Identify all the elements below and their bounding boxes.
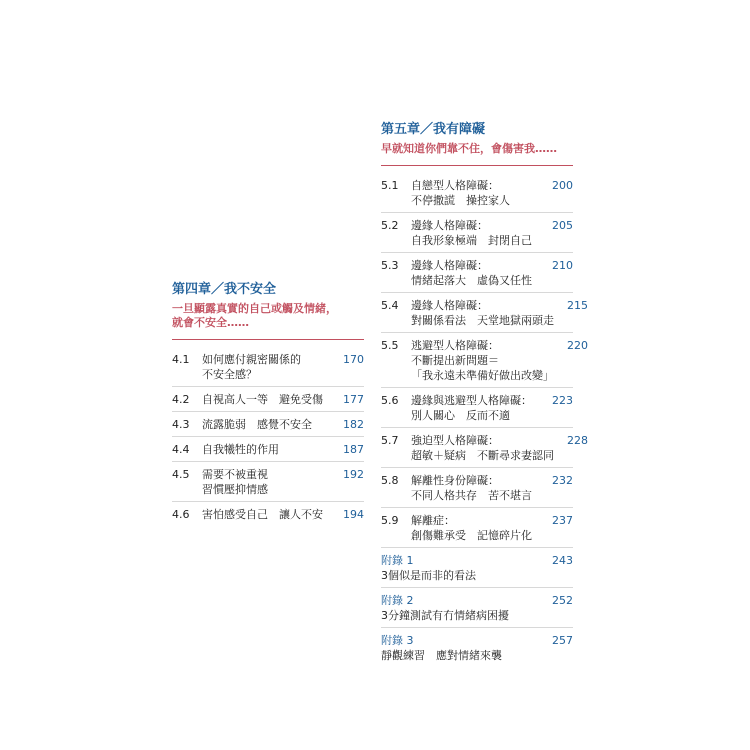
toc-entry-page: 182 (343, 418, 364, 431)
toc-entry-title (411, 258, 539, 288)
chapter-4-toc (172, 282, 364, 522)
toc-entry-page: 210 (552, 259, 573, 272)
toc-entry-number: 4.5 (172, 468, 190, 481)
toc-entry-title (202, 352, 330, 382)
chapter-5-subtitle-line: 早就知道你們靠不住，會傷害我…… (381, 142, 557, 155)
appendix-header (381, 553, 573, 568)
toc-entry-number: 5.4 (381, 299, 399, 312)
appendix-header (381, 633, 573, 648)
toc-entry-page: 187 (343, 443, 364, 456)
toc-entry-title-line: 邊緣人格障礙： (411, 219, 488, 232)
appendix-entry[interactable] (381, 593, 573, 623)
toc-entry-page: 205 (552, 219, 573, 232)
toc-entry[interactable] (381, 178, 573, 208)
toc-entry-title (411, 338, 554, 383)
toc-entry-title-line: 情緒起落大 虛偽又任性 (411, 274, 532, 287)
toc-entry-title (411, 473, 539, 503)
chapter-5-subtitle (381, 142, 573, 156)
toc-entry-title (202, 392, 330, 407)
toc-entry-number: 5.6 (381, 394, 399, 407)
toc-entry-page: 232 (552, 474, 573, 487)
toc-entry[interactable] (381, 433, 588, 463)
toc-entry[interactable] (381, 393, 573, 423)
toc-entry-page: 192 (343, 468, 364, 481)
appendix-label: 附錄 3 (381, 634, 414, 647)
toc-entry-title-line: 自視高人一等 避免受傷 (202, 393, 323, 406)
toc-entry[interactable] (172, 352, 364, 382)
toc-entry[interactable] (381, 218, 573, 248)
toc-entry-title (202, 507, 330, 522)
toc-entry-number: 4.1 (172, 353, 190, 366)
toc-entry-title-line: 邊緣人格障礙： (411, 259, 488, 272)
toc-entry-title-line: 習慣壓抑情感 (202, 483, 268, 496)
toc-entry-title-line: 不安全感？ (202, 368, 257, 381)
entry-divider (381, 212, 573, 213)
toc-entry-title-line: 邊緣與逃避型人格障礙： (411, 394, 532, 407)
toc-entry-number: 5.9 (381, 514, 399, 527)
toc-entry-number: 5.3 (381, 259, 399, 272)
appendix-header (381, 593, 573, 608)
chapter-4-subtitle-line: 一旦顯露真實的自己或觸及情緒， (172, 302, 337, 315)
entry-divider (381, 387, 573, 388)
entry-divider (172, 386, 364, 387)
toc-entry[interactable] (172, 392, 364, 407)
entry-divider (172, 501, 364, 502)
toc-entry-page: 194 (343, 508, 364, 521)
toc-entry[interactable] (381, 338, 588, 383)
entry-divider (381, 252, 573, 253)
appendix-page: 252 (552, 594, 573, 607)
chapter-5-toc (381, 122, 588, 663)
appendix-entry[interactable] (381, 553, 573, 583)
entry-divider (381, 467, 573, 468)
appendix-title: 3個似是而非的看法 (381, 569, 476, 582)
entry-divider (381, 547, 573, 548)
toc-entry-title-line: 自戀型人格障礙： (411, 179, 499, 192)
entry-divider (381, 427, 573, 428)
toc-entry-title-line: 需要不被重視 (202, 468, 268, 481)
chapter-4-subtitle-line: 就會不安全…… (172, 316, 249, 329)
toc-entry-title-line: 超敏＋疑病 不斷尋求妻認同 (411, 449, 554, 462)
toc-entry[interactable] (172, 442, 364, 457)
toc-entry-title-line: 解離性身份障礙： (411, 474, 499, 487)
toc-entry-title-line: 流露脆弱 感覺不安全 (202, 418, 312, 431)
toc-entry-page: 170 (343, 353, 364, 366)
toc-entry[interactable] (172, 467, 364, 497)
entry-divider (381, 292, 573, 293)
entry-divider (172, 411, 364, 412)
toc-entry-number: 4.3 (172, 418, 190, 431)
toc-entry-number: 5.5 (381, 339, 399, 352)
toc-entry[interactable] (172, 507, 364, 522)
chapter-4-subtitle (172, 302, 364, 330)
toc-entry-number: 5.2 (381, 219, 399, 232)
toc-entry-page: 237 (552, 514, 573, 527)
appendix-label: 附錄 2 (381, 594, 414, 607)
toc-entry-title-line: 自我犧牲的作用 (202, 443, 279, 456)
chapter-5-title: 第五章／我有障礙 (381, 122, 486, 137)
toc-entry[interactable] (381, 473, 573, 503)
toc-entry-title-line: 解離症： (411, 514, 455, 527)
toc-entry-title-line: 不同人格共存 苦不堪言 (411, 489, 532, 502)
appendix-title: 3分鐘測試有冇情緒病困擾 (381, 609, 509, 622)
toc-entry-title-line: 如何應付親密關係的 (202, 353, 301, 366)
toc-entry-title-line: 不斷提出新問題＝ (411, 354, 499, 367)
appendix-list (381, 553, 573, 663)
entry-divider (381, 627, 573, 628)
subtitle-rule (172, 339, 364, 340)
toc-entry-number: 5.1 (381, 179, 399, 192)
toc-entry-title-line: 邊緣人格障礙： (411, 299, 488, 312)
toc-entry-title (411, 393, 539, 423)
toc-entry-number: 4.2 (172, 393, 190, 406)
toc-entry-page: 177 (343, 393, 364, 406)
appendix-page: 243 (552, 554, 573, 567)
toc-entry-title (411, 218, 539, 248)
toc-entry-title (411, 433, 554, 463)
chapter-5-entries (381, 178, 588, 548)
toc-entry-number: 5.7 (381, 434, 399, 447)
appendix-page: 257 (552, 634, 573, 647)
subtitle-rule (381, 165, 573, 166)
appendix-entry[interactable] (381, 633, 573, 663)
toc-entry-title-line: 別人關心 反而不適 (411, 409, 510, 422)
toc-entry-number: 4.4 (172, 443, 190, 456)
entry-divider (172, 436, 364, 437)
toc-entry-title-line: 「我永遠未準備好做出改變」 (411, 369, 554, 382)
toc-entry-number: 5.8 (381, 474, 399, 487)
toc-entry-page: 223 (552, 394, 573, 407)
toc-entry-title (411, 178, 539, 208)
entry-divider (381, 332, 573, 333)
toc-entry-title (411, 298, 554, 328)
toc-entry-page: 228 (567, 434, 588, 447)
toc-entry-title-line: 創傷難承受 記憶碎片化 (411, 529, 532, 542)
toc-entry-title-line: 不停撒謊 操控家人 (411, 194, 510, 207)
toc-entry-title (202, 417, 330, 432)
toc-entry-page: 215 (567, 299, 588, 312)
toc-entry-page: 220 (567, 339, 588, 352)
toc-entry-title-line: 對關係看法 天堂地獄兩頭走 (411, 314, 554, 327)
toc-entry[interactable] (381, 513, 573, 543)
toc-entry[interactable] (381, 258, 573, 288)
appendix-title: 靜觀練習 應對情緒來襲 (381, 649, 502, 662)
entry-divider (381, 587, 573, 588)
toc-entry-title-line: 害怕感受自己 讓人不安 (202, 508, 323, 521)
appendix-label: 附錄 1 (381, 554, 414, 567)
toc-entry-number: 4.6 (172, 508, 190, 521)
toc-entry-title-line: 自我形象極端 封閉自己 (411, 234, 532, 247)
toc-entry[interactable] (381, 298, 588, 328)
chapter-4-title: 第四章／我不安全 (172, 282, 277, 297)
chapter-4-entries (172, 352, 364, 522)
toc-entry-title (202, 467, 330, 497)
entry-divider (381, 507, 573, 508)
toc-entry-page: 200 (552, 179, 573, 192)
entry-divider (172, 461, 364, 462)
toc-entry-title-line: 逃避型人格障礙： (411, 339, 499, 352)
toc-entry-title (411, 513, 539, 543)
toc-entry-title-line: 強迫型人格障礙： (411, 434, 499, 447)
toc-entry[interactable] (172, 417, 364, 432)
toc-entry-title (202, 442, 330, 457)
